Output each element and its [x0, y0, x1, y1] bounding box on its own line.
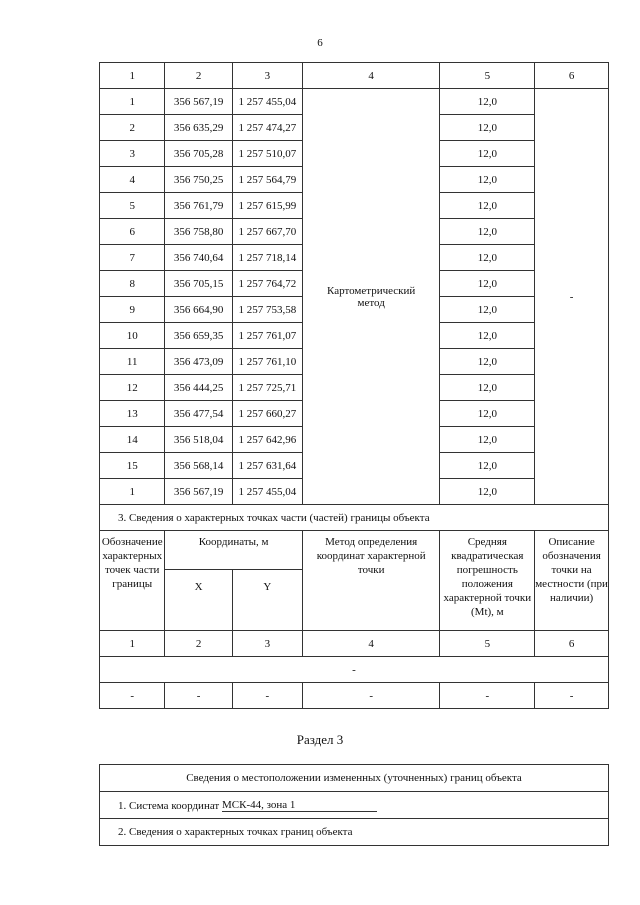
x-coordinate-cell: 356 477,54: [165, 401, 232, 427]
point-number-cell: 9: [100, 297, 165, 323]
y-coordinate-cell: 1 257 753,58: [232, 297, 302, 323]
x-coordinate-cell: 356 758,80: [165, 219, 232, 245]
y-coordinate-cell: 1 257 725,71: [232, 375, 302, 401]
point-number-cell: 11: [100, 349, 165, 375]
point-number-cell: 3: [100, 141, 165, 167]
page-number: 6: [317, 37, 323, 49]
description-header: Описание обозначения точки на местности (при наличии): [535, 531, 609, 631]
header-cell: 5: [440, 63, 535, 89]
error-cell: 12,0: [440, 167, 535, 193]
dash-cell: -: [302, 683, 440, 709]
x-coordinate-cell: 356 473,09: [165, 349, 232, 375]
point-number-cell: 2: [100, 115, 165, 141]
y-coordinate-cell: 1 257 615,99: [232, 193, 302, 219]
dash-cell: -: [232, 683, 302, 709]
error-cell: 12,0: [440, 401, 535, 427]
point-number-cell: 5: [100, 193, 165, 219]
x-header: X: [165, 570, 232, 631]
coordinate-system-label: 1. Система координат: [118, 799, 222, 812]
x-coordinate-cell: 356 761,79: [165, 193, 232, 219]
error-cell: 12,0: [440, 89, 535, 115]
x-coordinate-cell: 356 740,64: [165, 245, 232, 271]
x-coordinate-cell: 356 664,90: [165, 297, 232, 323]
coordinate-system-row: [100, 792, 609, 819]
coordinates-header: Координаты, м: [165, 531, 302, 570]
point-number-cell: 13: [100, 401, 165, 427]
empty-cell: -: [100, 657, 609, 683]
number-cell: 4: [302, 631, 440, 657]
dash-row: [100, 683, 609, 709]
dash-cell: -: [535, 683, 609, 709]
point-number-cell: 1: [100, 89, 165, 115]
x-coordinate-cell: 356 750,25: [165, 167, 232, 193]
y-coordinate-cell: 1 257 474,27: [232, 115, 302, 141]
changed-boundaries-table: [99, 764, 609, 846]
coordinate-system-value: МСК-44, зона 1: [221, 798, 296, 811]
y-coordinate-cell: 1 257 455,04: [232, 479, 302, 505]
x-coordinate-cell: 356 444,25: [165, 375, 232, 401]
error-cell: 12,0: [440, 245, 535, 271]
point-number-cell: 10: [100, 323, 165, 349]
y-coordinate-cell: 1 257 631,64: [232, 453, 302, 479]
y-coordinate-cell: 1 257 642,96: [232, 427, 302, 453]
table3-title: Сведения о местоположении измененных (уточненных) границ объекта: [100, 765, 609, 792]
error-header: Средняя квадратическая погрешность положения характерной точки (Mt), м: [440, 531, 535, 631]
point-number-cell: 1: [100, 479, 165, 505]
point-number-cell: 6: [100, 219, 165, 245]
method-header: Метод определения координат характерной точки: [302, 531, 440, 631]
error-cell: 12,0: [440, 479, 535, 505]
y-coordinate-cell: 1 257 455,04: [232, 89, 302, 115]
section3-header-row: [100, 531, 609, 570]
y-coordinate-cell: 1 257 564,79: [232, 167, 302, 193]
x-coordinate-cell: 356 659,35: [165, 323, 232, 349]
header-cell: 1: [100, 63, 165, 89]
x-coordinate-cell: 356 635,29: [165, 115, 232, 141]
x-coordinate-cell: 356 518,04: [165, 427, 232, 453]
number-cell: 3: [232, 631, 302, 657]
y-coordinate-cell: 1 257 667,70: [232, 219, 302, 245]
y-coordinate-cell: 1 257 660,27: [232, 401, 302, 427]
y-header: Y: [232, 570, 302, 631]
error-cell: 12,0: [440, 141, 535, 167]
dash-cell: -: [165, 683, 232, 709]
y-coordinate-cell: 1 257 764,72: [232, 271, 302, 297]
coordinates-table: [99, 62, 609, 709]
x-coordinate-cell: 356 705,28: [165, 141, 232, 167]
header-cell: 2: [165, 63, 232, 89]
table-row: [100, 89, 609, 115]
x-coordinate-cell: 356 567,19: [165, 479, 232, 505]
point-number-cell: 4: [100, 167, 165, 193]
error-cell: 12,0: [440, 349, 535, 375]
dash-cell: -: [100, 683, 165, 709]
section-heading: Раздел 3: [296, 732, 344, 747]
header-cell: 4: [302, 63, 440, 89]
error-cell: 12,0: [440, 453, 535, 479]
point-number-cell: 15: [100, 453, 165, 479]
dash-cell: -: [440, 683, 535, 709]
number-cell: 6: [535, 631, 609, 657]
point-number-cell: 14: [100, 427, 165, 453]
error-cell: 12,0: [440, 219, 535, 245]
error-cell: 12,0: [440, 427, 535, 453]
error-cell: 12,0: [440, 297, 535, 323]
boundary-points-row: 2. Сведения о характерных точках границ объекта: [100, 819, 609, 846]
point-number-cell: 7: [100, 245, 165, 271]
empty-row: [100, 657, 609, 683]
y-coordinate-cell: 1 257 510,07: [232, 141, 302, 167]
error-cell: 12,0: [440, 323, 535, 349]
section3-title: 3. Сведения о характерных точках части (частей) границы объекта: [100, 505, 609, 531]
point-designation-header: Обозначение характерных точек части границы: [100, 531, 165, 631]
x-coordinate-cell: 356 705,15: [165, 271, 232, 297]
x-coordinate-cell: 356 568,14: [165, 453, 232, 479]
section3-row: [100, 505, 609, 531]
y-coordinate-cell: 1 257 761,10: [232, 349, 302, 375]
point-number-cell: 12: [100, 375, 165, 401]
header-cell: 3: [232, 63, 302, 89]
error-cell: 12,0: [440, 375, 535, 401]
y-coordinate-cell: 1 257 718,14: [232, 245, 302, 271]
point-number-cell: 8: [100, 271, 165, 297]
header-cell: 6: [535, 63, 609, 89]
method-cell: Картометрический метод: [302, 89, 440, 505]
error-cell: 12,0: [440, 193, 535, 219]
error-cell: 12,0: [440, 115, 535, 141]
number-cell: 1: [100, 631, 165, 657]
description-cell: -: [535, 89, 609, 505]
y-coordinate-cell: 1 257 761,07: [232, 323, 302, 349]
column-number-row: [100, 63, 609, 89]
number-cell: 5: [440, 631, 535, 657]
column-number-row-2: [100, 631, 609, 657]
error-cell: 12,0: [440, 271, 535, 297]
x-coordinate-cell: 356 567,19: [165, 89, 232, 115]
number-cell: 2: [165, 631, 232, 657]
